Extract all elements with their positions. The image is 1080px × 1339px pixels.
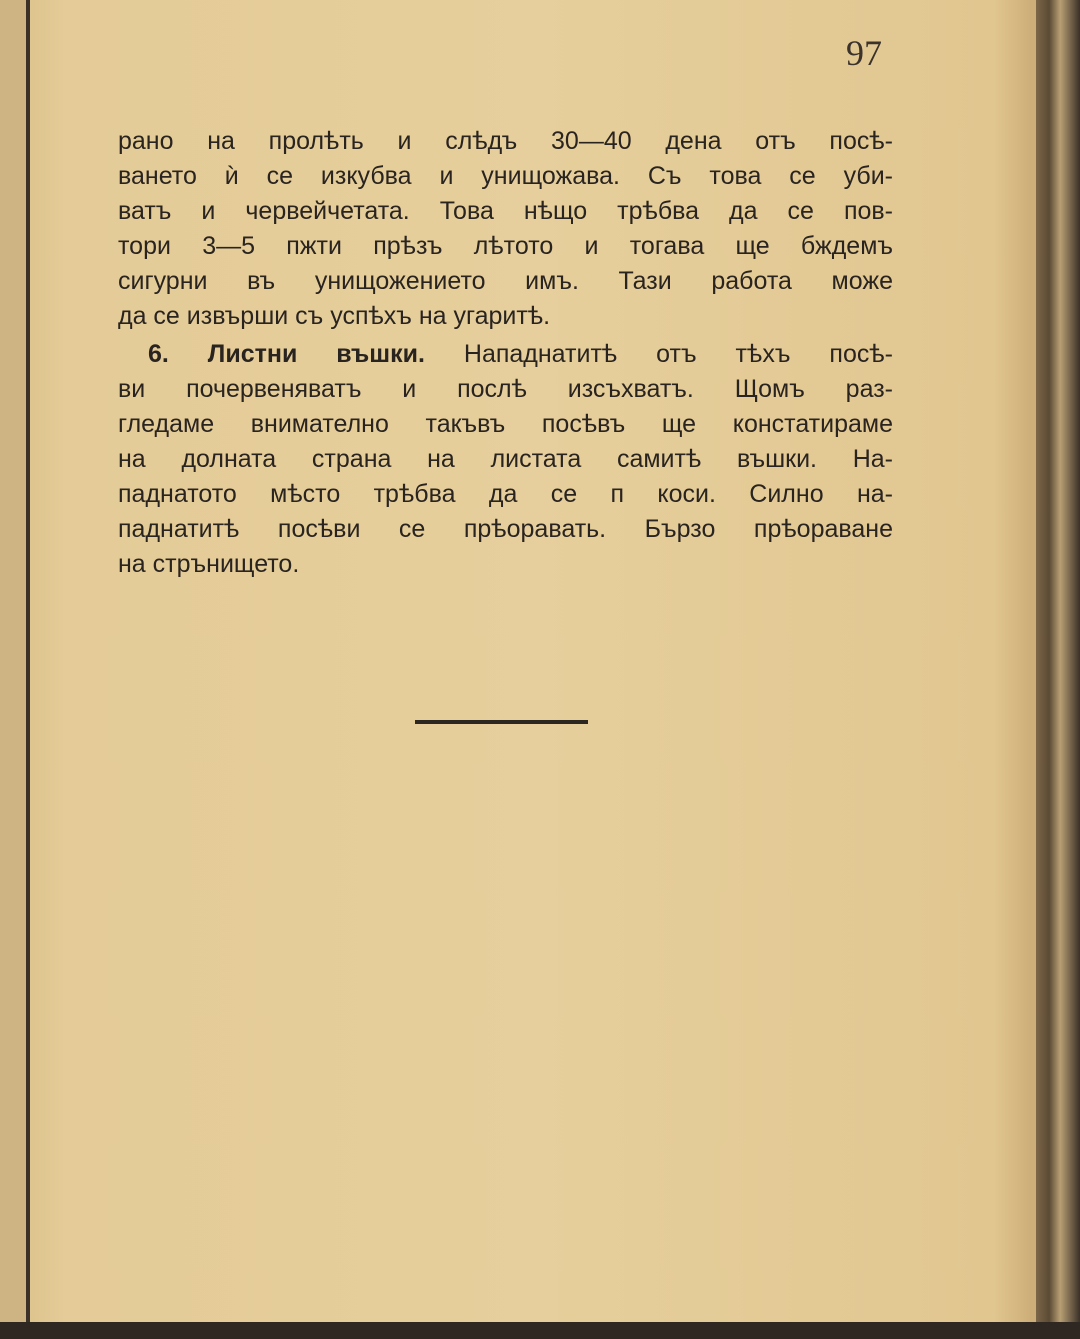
binding-strip: [0, 0, 26, 1339]
page-left-edge: [26, 0, 30, 1339]
section-end-rule: [415, 720, 588, 724]
text-line: ви почервеняватъ и послѣ изсъхватъ. Щомъ раз-: [118, 375, 893, 403]
text-span: Нападнатитѣ отъ тѣхъ посѣ-: [463, 340, 893, 368]
page-number: 97: [846, 33, 882, 73]
scan-bottom-edge: [0, 1322, 1080, 1339]
text-line: на долната страна на листата самитѣ въшки. На-: [118, 445, 893, 473]
text-line: гледаме внимателно такъвъ посѣвъ ще констатираме: [118, 410, 893, 438]
body-text: [118, 124, 893, 582]
text-line: да се извърши съ успѣхъ на угаритѣ.: [118, 302, 551, 330]
text-line: рано на пролѣть и слѣдъ 30—40 дена отъ посѣ-: [118, 127, 893, 155]
text-line: ватъ и червейчетата. Това нѣщо трѣбва да се пов-: [118, 197, 893, 225]
text-line: сигурни въ унищожението имъ. Тази работа може: [118, 267, 893, 295]
book-edge: [1036, 0, 1080, 1339]
text-line: [118, 337, 893, 372]
text-line: паднатитѣ посѣви се прѣоравать. Бързо прѣораване: [118, 515, 893, 543]
paragraph: [118, 337, 893, 582]
text-line: на стрънището.: [118, 550, 300, 578]
paragraph: [118, 124, 893, 334]
text-line: тори 3—5 пжти прѣзъ лѣтото и тогава ще бждемъ: [118, 232, 893, 260]
text-line: ването ѝ се изкубва и унищожава. Съ това се уби-: [118, 162, 893, 190]
section-heading: 6. Листни въшки.: [148, 340, 425, 368]
text-line: паднатото мѣсто трѣбва да се п коси. Силно на-: [118, 480, 893, 508]
